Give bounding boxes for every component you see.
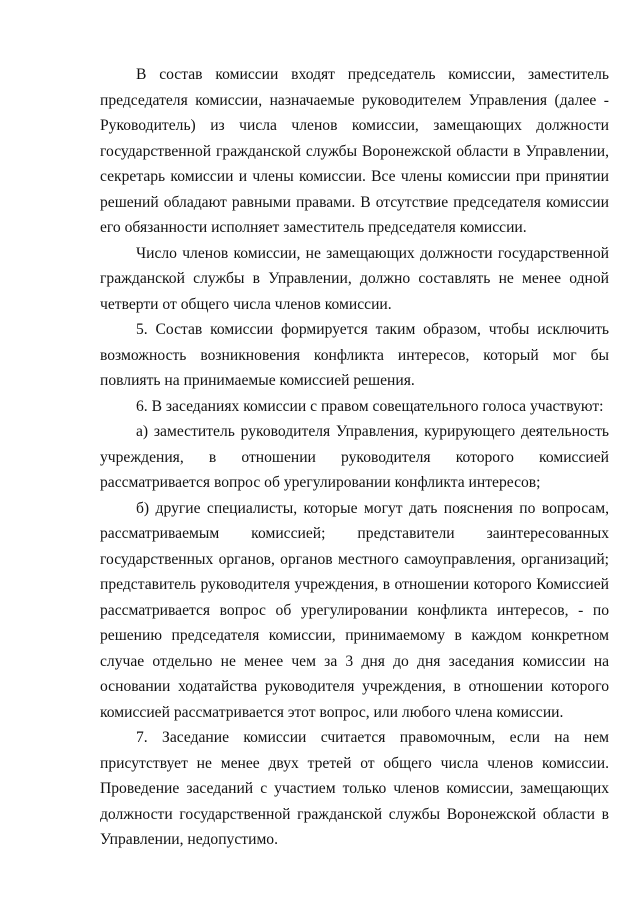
paragraph-item-5: 5. Состав комиссии формируется таким образом, чтобы исключить возможность возникновения конфликта интересов, который мог бы повлиять на принимаемые комиссией решения. [100, 321, 609, 389]
paragraph-non-civil-members: Число членов комиссии, не замещающих должности государственной гражданской службы в Управлении, должно составлять не менее одной четверти от общего числа членов комиссии. [100, 244, 609, 313]
document-body [100, 62, 609, 853]
paragraph-item-6a: а) заместитель руководителя Управления, курирующего деятельность учреждения, в отношении руководителя которого комиссией рассматривается вопрос об урегулировании конфликта интересов; [100, 423, 609, 491]
paragraph-item-6b: б) другие специалисты, которые могут дать пояснения по вопросам, рассматриваемым комиссией; представители заинтересованных государственных органов, органов местного самоуправления, организаций; представитель руководителя учреждения, в отношении которого Комиссией рассматривается вопрос об урегулировании конфликта интересов, - по решению председателя комиссии, принимаемому в каждом конкретном случае отдельно не менее чем за 3 дня до дня заседания комиссии на основании ходатайства руководителя учреждения, в отношении которого комиссией рассматривается этот вопрос, или любого члена комиссии. [100, 499, 609, 721]
paragraph-commission-composition: В состав комиссии входят председатель комиссии, заместитель председателя комиссии, назначаемые руководителем Управления (далее - Руководитель) из числа членов комиссии, замещающих должности государственной гражданской службы Воронежской области в Управлении, секретарь комиссии и члены комиссии. Все члены комиссии при принятии решений обладают равными правами. В отсутствие председателя комиссии его обязанности исполняет заместитель председателя комиссии. [100, 66, 609, 236]
paragraph-item-6: 6. В заседаниях комиссии с правом совещательного голоса участвуют: [136, 397, 604, 415]
paragraph-item-7: 7. Заседание комиссии считается правомочным, если на нем присутствует не менее двух третей от общего числа членов комиссии. Проведение заседаний с участием только членов комиссии, замещающих должности государственной гражданской службы Воронежской области в Управлении, недопустимо. [100, 729, 609, 848]
